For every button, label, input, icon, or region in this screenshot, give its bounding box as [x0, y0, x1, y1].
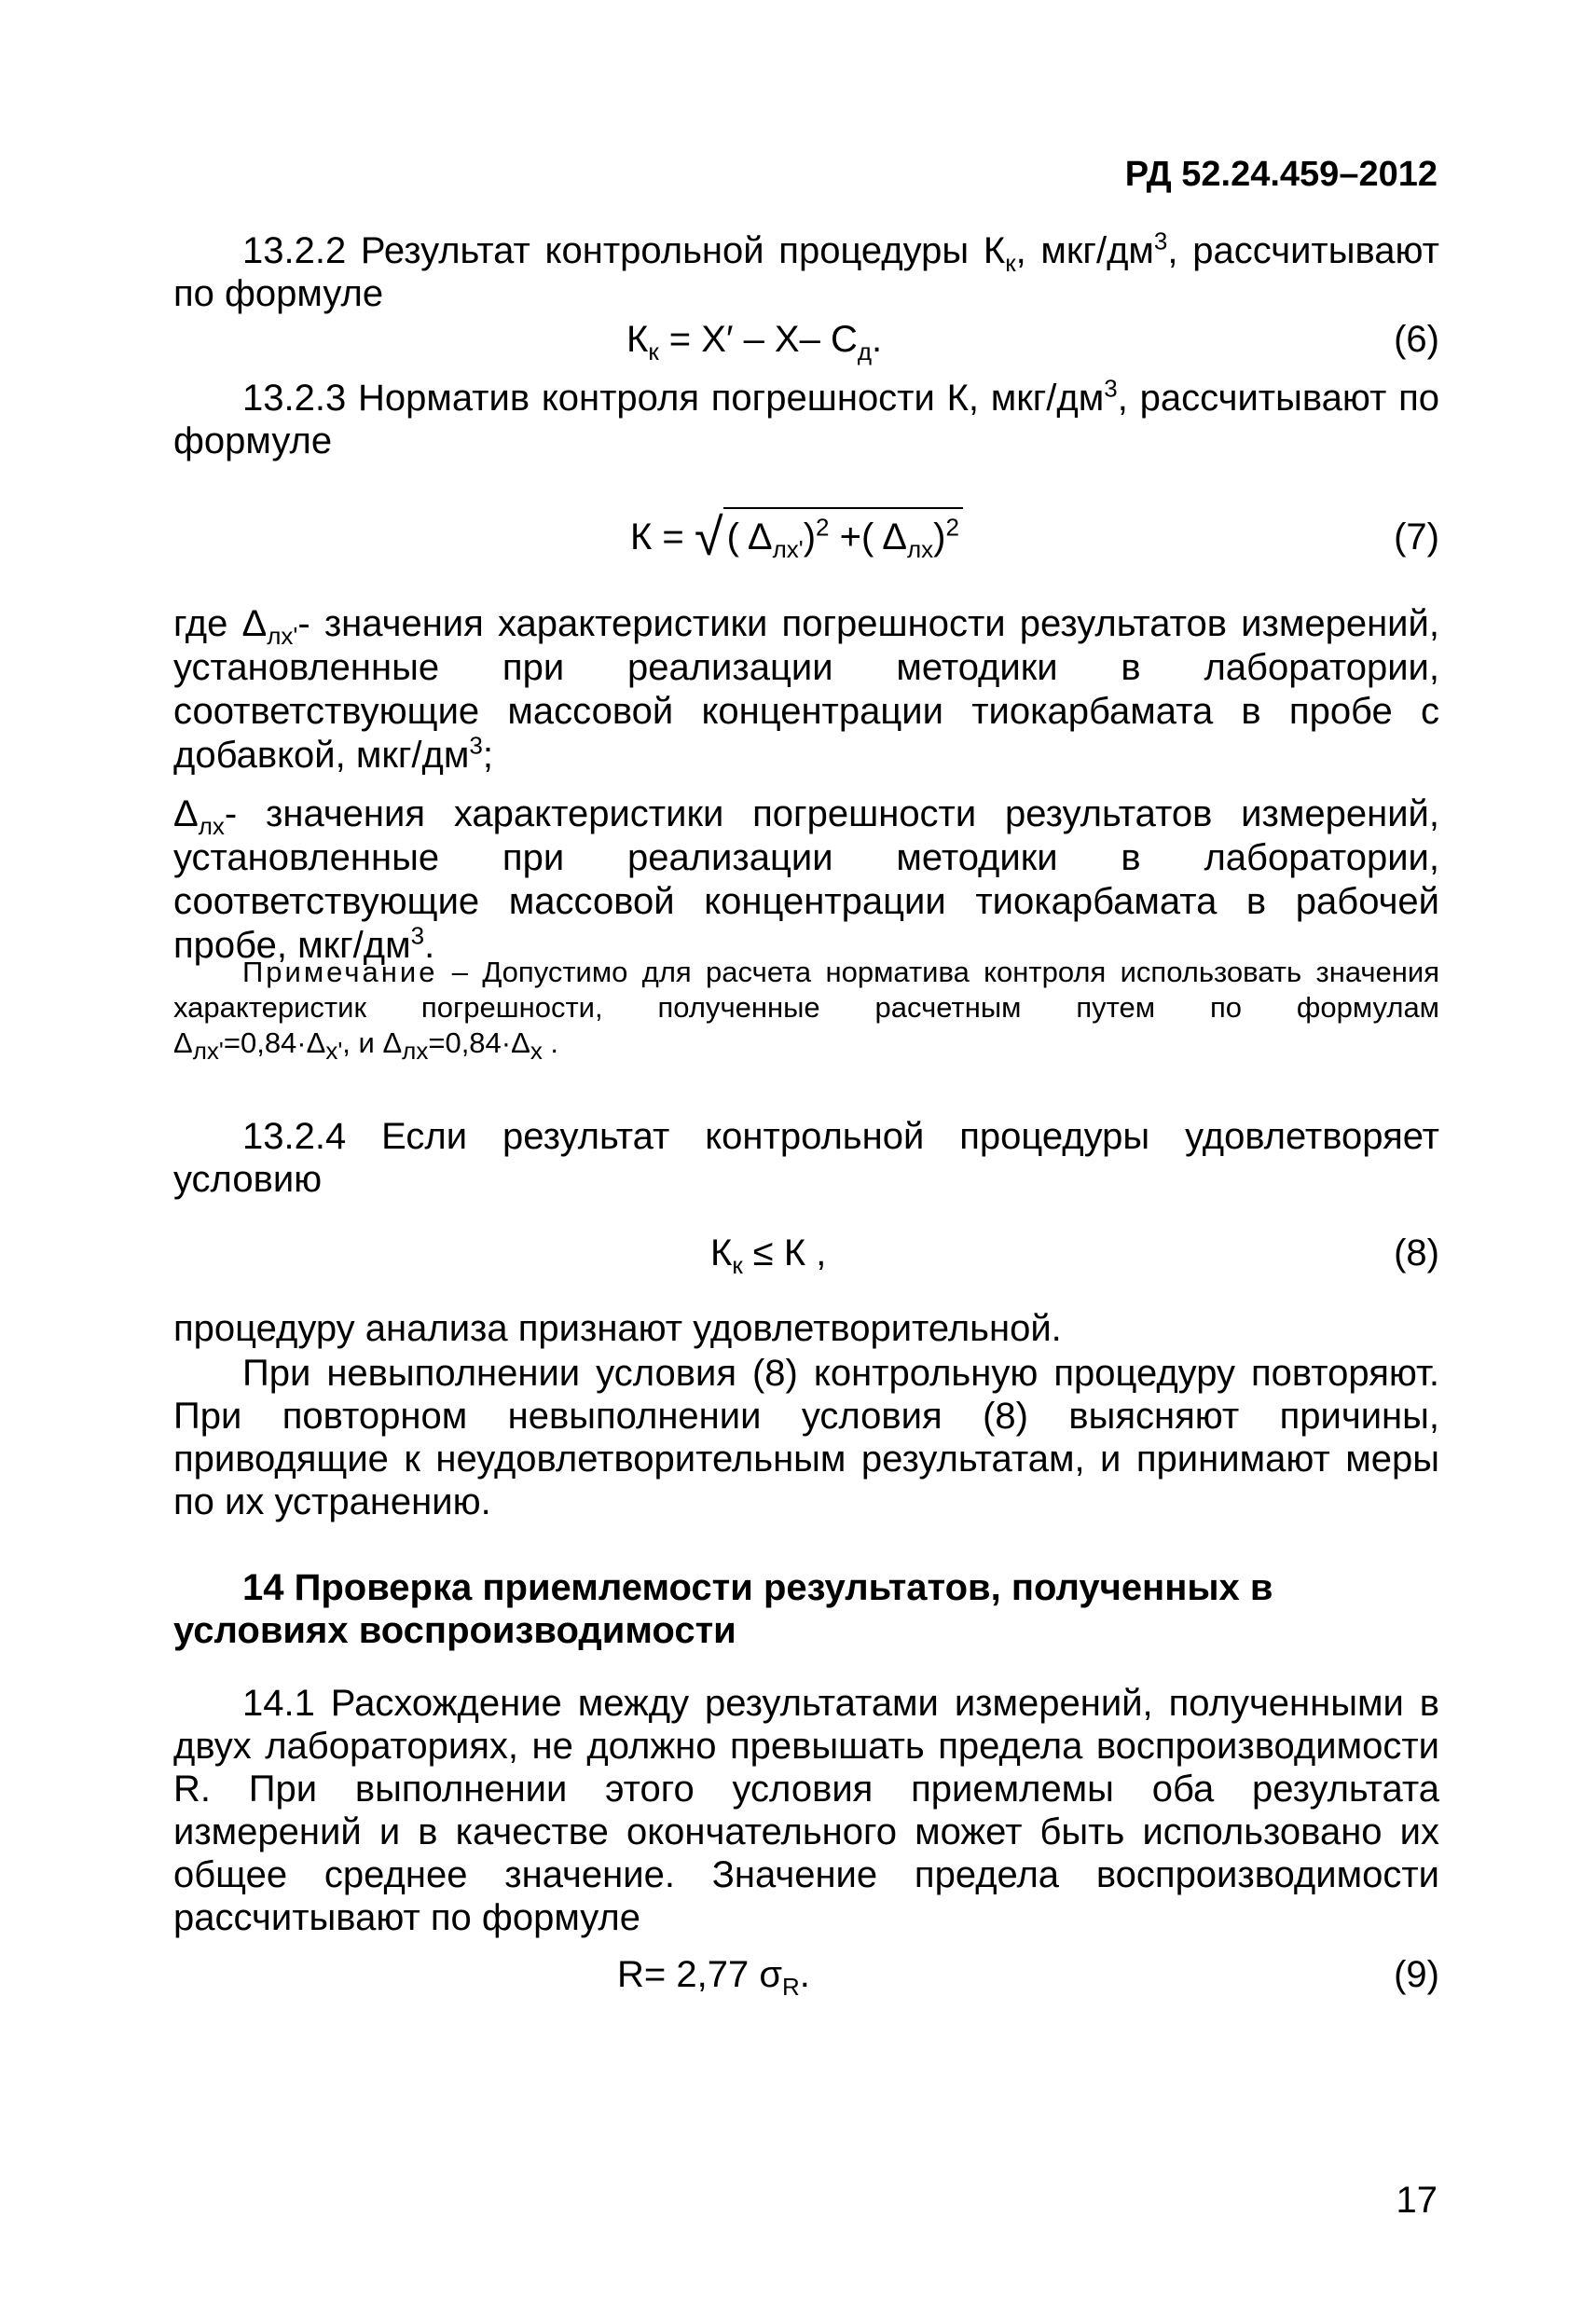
formula-7-number: (7) [1394, 516, 1439, 558]
square-root: √ ( $\Delta_{лх'})^2$ +( $\Delta_{лх})^2$ [695, 507, 963, 561]
paragraph-after-formula-8: процедуру анализа признают удовлетворительной. [173, 1308, 1062, 1349]
paragraph-repeat-procedure: При невыполнении условия (8) контрольную процедуру повторяют. При повторном невыполнении условия (8) выясняют причины, приводящие к неудовлетворительным результатам, и принимают меры по их устранению. [173, 1353, 1439, 1522]
formula-6-number: (6) [1394, 319, 1439, 360]
document-code: РД 52.24.459–2012 [1124, 155, 1438, 194]
formula-8 [173, 1229, 1439, 1277]
paragraph-14-1: 14.1 Расхождение между результатами измерений, полученными в двух лабораториях, не должно превышать предела воспроизводимости R. При выполнении этого условия приемлемы оба результата измерений и в качестве окончательного может быть использовано их общее среднее значение. Значение предела воспроизводимости рассчитывают по формуле [173, 1683, 1439, 1938]
formula-8-number: (8) [1394, 1232, 1439, 1274]
formula-6 [173, 315, 1439, 364]
formula-9 [173, 1950, 1439, 1999]
formula-6-expression: $К_к = X' - X-$ $С_д$. [626, 319, 883, 365]
definition-delta-lx: $\Delta_{лх}-$ значения характеристики погрешности результатов измерений, установленные при реализации методики в лаборатории, соответствующие массовой концентрации тиокарбамата в рабочей пробе, мкг/$дм^3$. [173, 793, 1439, 966]
formula-8-expression: $К_к \le К$ , [710, 1232, 827, 1279]
paragraph-13-2-3: 13.2.3 Норматив контроля погрешности К, мкг/$дм^3$, рассчитывают по формуле [173, 374, 1439, 461]
paragraph-13-2-2: 13.2.2 Результат контрольной процедуры $К_к$, мкг/$дм^3$, рассчитывают по формуле [173, 227, 1439, 314]
definition-delta-lx-prime: где $\Delta_{лх'}-$ значения характеристики погрешности результатов измерений, установленные при реализации методики в лаборатории, соответствующие массовой концентрации тиокарбамата в пробе с добавкой, мкг/$дм^3$; [173, 603, 1439, 776]
section-14-heading: 14 Проверка приемлемости результатов, полученных в условиях воспроизводимости [173, 1567, 1273, 1651]
note: Примечание – Допустимо для расчета норматива контроля использовать значения характеристик погрешности, полученные расчетным путем по формулам $\Delta_{лх'}=0,84\cdot\Delta_{x'}$, и $\Delta_{лх}=0,84\cdot\Delta_x$ . [173, 956, 1439, 1066]
paragraph-13-2-4: 13.2.4 Если результат контрольной процедуры удовлетворяет условию [173, 1116, 1439, 1200]
page-number: 17 [1396, 2180, 1438, 2221]
formula-7 [173, 503, 1439, 569]
formula-9-number: (9) [1394, 1954, 1439, 1995]
formula-9-expression: R= 2,77 $\sigma_R$. [617, 1954, 810, 2001]
formula-7-expression: К = √ ( $\Delta_{лх'})^2$ +( $\Delta_{лх})^2$ [630, 507, 963, 561]
